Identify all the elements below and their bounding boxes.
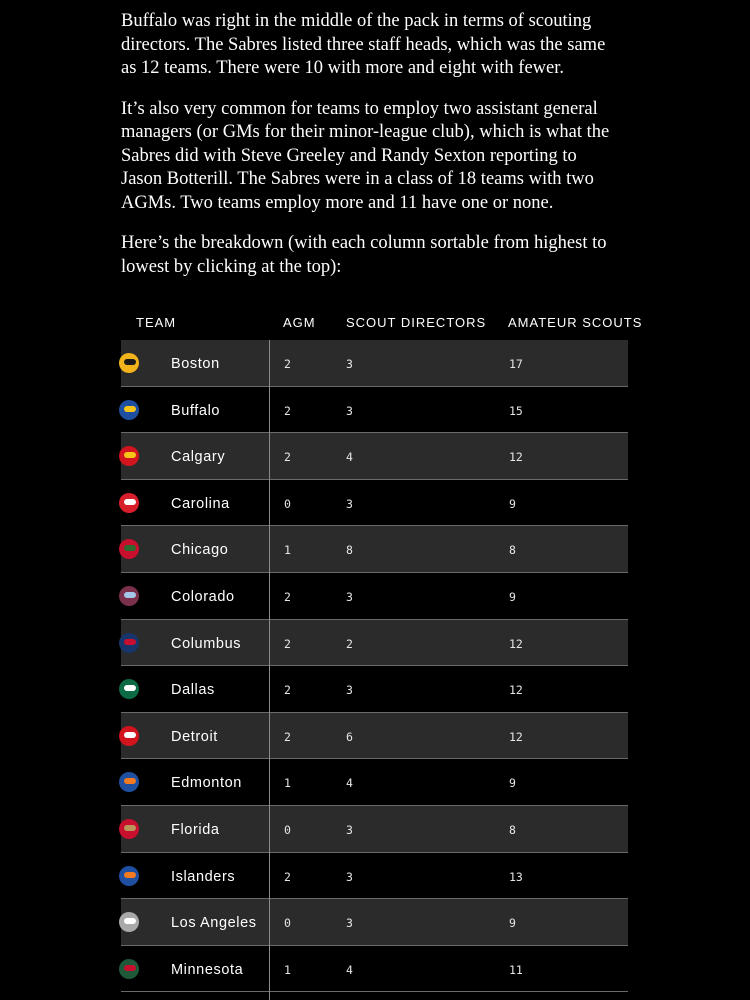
table-row <box>121 946 628 993</box>
amateur-scouts-value: 9 <box>509 589 516 604</box>
amateur-scouts-value: 11 <box>509 962 523 977</box>
amateur-scouts-value: 13 <box>509 869 523 884</box>
scout-directors-value: 8 <box>346 543 353 558</box>
amateur-scouts-value: 9 <box>509 776 516 791</box>
scout-directors-value: 4 <box>346 962 353 977</box>
table-row <box>121 899 628 946</box>
wild-logo-icon <box>121 958 141 980</box>
team-name: Florida <box>171 821 220 838</box>
header-team[interactable]: TEAM <box>136 315 177 330</box>
agm-value: 1 <box>284 543 291 558</box>
table-row <box>121 526 628 573</box>
scout-directors-value: 3 <box>346 357 353 371</box>
table-body <box>121 340 628 992</box>
blackhawks-logo-icon <box>121 538 141 560</box>
scout-directors-value: 3 <box>346 822 353 837</box>
table-row <box>121 666 628 713</box>
table-row <box>121 806 628 853</box>
flames-logo-icon <box>121 445 141 467</box>
agm-value: 2 <box>284 869 291 884</box>
team-name: Boston <box>171 356 220 372</box>
table-row <box>121 620 628 667</box>
amateur-scouts-value: 8 <box>509 543 516 558</box>
amateur-scouts-value: 12 <box>509 450 523 465</box>
scout-directors-value: 3 <box>346 869 353 884</box>
agm-value: 2 <box>284 450 291 465</box>
avalanche-logo-icon <box>121 585 141 607</box>
sabres-logo-icon <box>121 399 141 421</box>
table-row <box>121 573 628 620</box>
red-wings-logo-icon <box>121 725 141 747</box>
header-scout-directors[interactable]: SCOUT DIRECTORS <box>346 315 487 330</box>
staff-table <box>121 312 643 992</box>
amateur-scouts-value: 12 <box>509 683 523 698</box>
amateur-scouts-value: 12 <box>509 636 523 651</box>
agm-value: 0 <box>284 822 291 837</box>
agm-value: 0 <box>284 496 291 511</box>
panthers-logo-icon <box>121 818 141 840</box>
team-name: Carolina <box>171 495 230 512</box>
islanders-logo-icon <box>121 865 141 887</box>
scout-directors-value: 3 <box>346 916 353 931</box>
paragraph-assistant-gms: It’s also very common for teams to employ two assistant general managers (or GMs for their minor-league club), which is what the Sabres did with Steve Greeley and Randy Sexton reporting to Jason Botterill. The Sabres were in a class of 18 teams with two AGMs. Two teams employ more and 11 have one or none. <box>121 98 610 213</box>
amateur-scouts-value: 12 <box>509 729 523 744</box>
table-row <box>121 433 628 480</box>
scout-directors-value: 4 <box>346 776 353 791</box>
amateur-scouts-value: 17 <box>509 357 523 371</box>
team-name: Buffalo <box>171 402 221 419</box>
agm-value: 1 <box>284 776 291 791</box>
agm-value: 2 <box>284 683 291 698</box>
column-divider <box>269 340 270 1000</box>
team-name: Los Angeles <box>171 915 257 932</box>
team-name: Chicago <box>171 542 229 559</box>
agm-value: 2 <box>284 729 291 744</box>
scout-directors-value: 6 <box>346 729 353 744</box>
header-agm[interactable]: AGM <box>283 315 316 330</box>
article-body <box>121 10 621 296</box>
table-header <box>121 312 643 340</box>
scout-directors-value: 4 <box>346 450 353 465</box>
team-name: Columbus <box>171 635 242 652</box>
table-row <box>121 340 628 387</box>
scout-directors-value: 3 <box>346 683 353 698</box>
amateur-scouts-value: 8 <box>509 822 516 837</box>
scout-directors-value: 3 <box>346 589 353 604</box>
scout-directors-value: 3 <box>346 403 353 418</box>
stars-logo-icon <box>121 678 141 700</box>
hurricanes-logo-icon <box>121 492 141 514</box>
agm-value: 0 <box>284 916 291 931</box>
oilers-logo-icon <box>121 771 141 793</box>
header-amateur-scouts[interactable]: AMATEUR SCOUTS <box>508 315 643 330</box>
table-row <box>121 853 628 900</box>
team-name: Minnesota <box>171 961 244 978</box>
scout-directors-value: 2 <box>346 636 353 651</box>
table-row <box>121 759 628 806</box>
amateur-scouts-value: 15 <box>509 403 523 418</box>
amateur-scouts-value: 9 <box>509 916 516 931</box>
bruins-logo-icon <box>121 352 141 374</box>
scout-directors-value: 3 <box>346 496 353 511</box>
blue-jackets-logo-icon <box>121 632 141 654</box>
kings-logo-icon <box>121 911 141 933</box>
agm-value: 2 <box>284 589 291 604</box>
agm-value: 1 <box>284 962 291 977</box>
table-row <box>121 387 628 434</box>
team-name: Edmonton <box>171 775 242 792</box>
team-name: Dallas <box>171 682 215 699</box>
team-name: Islanders <box>171 868 236 885</box>
paragraph-scouting-directors: Buffalo was right in the middle of the pack in terms of scouting directors. The Sabres listed three staff heads, which was the same as 12 teams. There were 10 with more and eight with fewer. <box>121 11 606 78</box>
team-name: Colorado <box>171 588 235 605</box>
team-name: Detroit <box>171 728 218 745</box>
table-row <box>121 480 628 527</box>
table-row <box>121 713 628 760</box>
amateur-scouts-value: 9 <box>509 496 516 511</box>
team-name: Calgary <box>171 449 226 466</box>
agm-value: 2 <box>284 403 291 418</box>
agm-value: 2 <box>284 636 291 651</box>
agm-value: 2 <box>284 357 291 371</box>
paragraph-breakdown-intro: Here’s the breakdown (with each column sortable from highest to lowest by clicking at the top): <box>121 233 607 277</box>
